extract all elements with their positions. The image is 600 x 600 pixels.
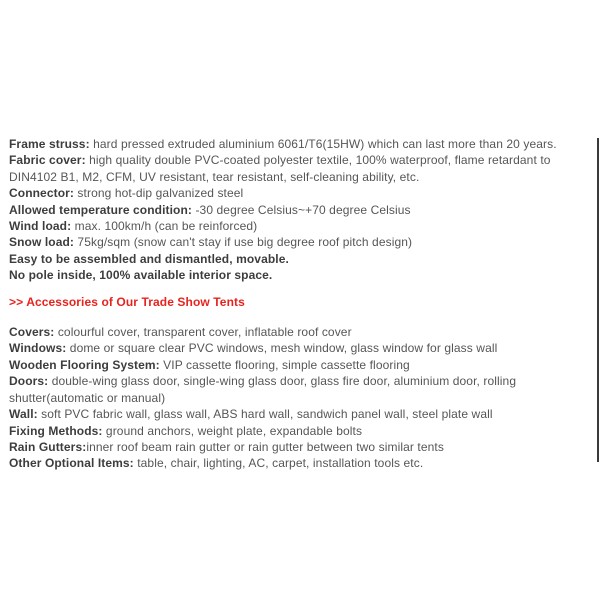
line-label: Connector: — [9, 186, 74, 201]
line-label: No pole inside, 100% available interior space. — [9, 268, 273, 283]
line-label: Windows: — [9, 341, 67, 356]
line-text: strong hot-dip galvanized steel — [74, 186, 244, 201]
spec-line — [9, 251, 562, 267]
line-label: Snow load: — [9, 235, 74, 250]
product-description — [9, 136, 562, 472]
line-text: colourful cover, transparent cover, inflatable roof cover — [54, 325, 352, 340]
line-label: Doors: — [9, 374, 49, 389]
line-label: Fabric cover: — [9, 153, 86, 168]
spec-line — [9, 234, 562, 250]
line-label: Wooden Flooring System: — [9, 357, 160, 372]
line-text: -30 degree Celsius~+70 degree Celsius — [192, 202, 411, 217]
line-text: VIP cassette flooring, simple cassette flooring — [159, 357, 410, 372]
accessory-list — [9, 324, 562, 472]
accessory-line — [9, 423, 562, 439]
accessory-line — [9, 340, 562, 356]
line-label: Fixing Methods: — [9, 423, 103, 438]
line-text: ground anchors, weight plate, expandable bolts — [102, 423, 363, 438]
line-label: Allowed temperature condition: — [9, 202, 193, 217]
line-text: 75kg/sqm (snow can't stay if use big degree roof pitch design) — [74, 235, 413, 250]
accessory-line — [9, 324, 562, 340]
line-text: soft PVC fabric wall, glass wall, ABS hard wall, sandwich panel wall, steel plate wall — [37, 407, 493, 422]
line-text: inner roof beam rain gutter or rain gutter between two similar tents — [86, 439, 444, 454]
accessory-line — [9, 406, 562, 422]
line-label: Other Optional Items: — [9, 456, 134, 471]
line-text: max. 100km/h (can be reinforced) — [71, 219, 258, 234]
accessory-line — [9, 373, 562, 406]
spec-line — [9, 218, 562, 234]
line-label: Easy to be assembled and dismantled, movable. — [9, 251, 289, 266]
spec-line — [9, 152, 562, 185]
spec-list — [9, 136, 562, 284]
accessories-heading: >> Accessories of Our Trade Show Tents — [9, 294, 245, 309]
spec-line — [9, 267, 562, 283]
line-label: Wind load: — [9, 219, 72, 234]
accessory-line — [9, 439, 562, 455]
line-text: table, chair, lighting, AC, carpet, installation tools etc. — [133, 456, 424, 471]
table-cell-right-border — [597, 138, 599, 462]
spec-line — [9, 202, 562, 218]
line-text: dome or square clear PVC windows, mesh window, glass window for glass wall — [66, 341, 498, 356]
line-label: Frame struss: — [9, 137, 90, 151]
line-label: Rain Gutters: — [9, 439, 87, 454]
spec-line — [9, 136, 562, 152]
line-text: high quality double PVC-coated polyester textile, 100% waterproof, flame retardant to DIN4102 B1, M2, CFM, UV resistant, tear resistant, self-cleaning ability, etc. — [9, 153, 551, 184]
accessory-line — [9, 357, 562, 373]
accessory-line — [9, 455, 562, 471]
line-text: double-wing glass door, single-wing glass door, glass fire door, aluminium door, rolling shutter(automatic or manual) — [9, 374, 517, 405]
line-text: hard pressed extruded aluminium 6061/T6(15HW) which can last more than 20 years. — [89, 137, 557, 151]
spec-line — [9, 185, 562, 201]
line-label: Wall: — [9, 407, 38, 422]
line-label: Covers: — [9, 325, 55, 340]
